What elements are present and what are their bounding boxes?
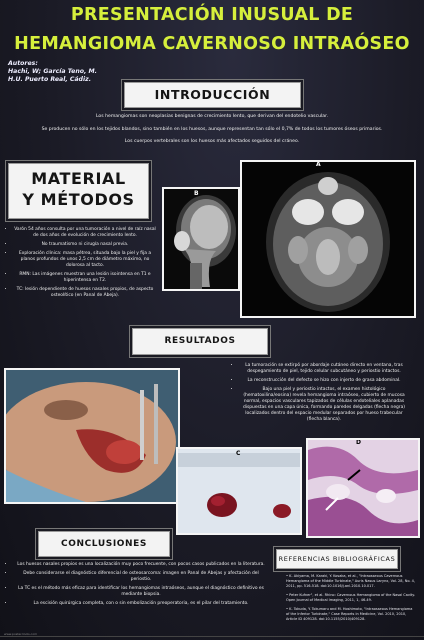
conclusiones-item: • Los huesos nasales propios es una localización muy poco frecuente, con pocos casos publicados en la literatura. bbox=[14, 562, 268, 568]
specimen-photo bbox=[176, 447, 302, 535]
mri-sagittal-image bbox=[162, 187, 240, 291]
resultados-item: • La tumoración se extirpó por abordaje cutáneo directo en ventana, tras despegamiento de piel, tejido celular subcutáneo y periostio intactos. bbox=[240, 363, 408, 375]
resultados-list bbox=[232, 363, 408, 426]
resultados-item: • La reconstrucción del defecto se hizo con injerto de grasa abdominal. bbox=[240, 378, 408, 384]
authors-names: Hachi, W; García Teno, M. bbox=[8, 68, 98, 75]
histology-photo bbox=[306, 438, 420, 538]
footer-divider bbox=[0, 636, 424, 637]
conclusiones-item: • La escisión quirúrgica completa, con o sin embolización preoperatoria, es el pilar del tratamiento. bbox=[14, 601, 268, 607]
metodos-heading-line1: MATERIAL bbox=[31, 169, 126, 188]
metodos-list bbox=[6, 227, 156, 302]
conclusiones-heading: CONCLUSIONES bbox=[38, 531, 170, 557]
metodos-item: • RMN: Las imágenes muestran una lesión isointensa en T1 e hiperintensa en T2. bbox=[14, 272, 156, 284]
surgery-photo bbox=[4, 368, 180, 504]
poster-title-line2: HEMANGIOMA CAVERNOSO INTRAÓSEO bbox=[14, 34, 410, 54]
reference-item: • K. Akiyama, M. Karaki, Y. Kosaka, et al., "Intraosseous Cavernous Hemangioma of the Middle Turbinate," Auris Nasus Larynx, Vol. 28, No. 4, 2011, pp. 516-518. doi:10.1016/j.anl.2010.10.017. bbox=[286, 574, 415, 588]
metodos-heading-line2: Y MÉTODOS bbox=[22, 190, 135, 209]
intro-paragraph-1: Los hemangiomas son neoplasias benignas de crecimiento lento, que derivan del endotelio vascular. bbox=[95, 114, 329, 119]
introduccion-heading: INTRODUCCIÓN bbox=[124, 82, 301, 108]
metodos-item: • Varón 54 años consulta por una tumoración a nivel de raíz nasal de dos años de evolución de crecimiento lento. bbox=[14, 227, 156, 239]
label-a: A bbox=[316, 161, 321, 168]
intro-paragraph-2: Se producen no sólo en los tejidos blandos, sino también en los huesos, aunque representan tan sólo el 0,7% de todos los tumores óseos primarios. bbox=[41, 127, 383, 132]
mri-axial-image bbox=[240, 160, 416, 318]
authors-institution: H.U. Puerto Real, Cádiz. bbox=[8, 76, 92, 83]
conclusiones-list bbox=[6, 562, 268, 610]
metodos-item: • No traumatismo ni cirugía nasal previa. bbox=[14, 242, 156, 248]
poster-title-line1: PRESENTACIÓN INUSUAL DE bbox=[70, 5, 354, 25]
resultados-item: • Bajo una piel y periostio intactos, el examen histológico (hematoxilina/eosina) revela hemangioma intraóseo, cubierto de mucosa normal, espacios vasculares tapizados de células endoteliales aplanadas dispuestas en una capa única, formando paredes delgadas (flecha negra) localizados dentro del espacio medular separados por hueso trabecular (flecha blanca). bbox=[240, 387, 408, 423]
footer-credit: www.poster-tools.com bbox=[4, 632, 38, 636]
resultados-heading: RESULTADOS bbox=[132, 328, 268, 355]
metodos-heading bbox=[8, 163, 149, 219]
reference-item: • Peter Kufner", et al. Rhino: Cavernous Hemangioma of the Nasal Cavity. Open Journal of Medical Imaging, 2011, 1, 46-49. bbox=[286, 593, 415, 602]
referencias-heading: REFERENCIAS BIBLIOGRÁFICAS bbox=[276, 549, 398, 569]
conclusiones-item: • La TC es el método más eficaz para identificar los hemangiomas intraóseos, aunque el diagnóstico definitivo es mediante biopsia. bbox=[14, 586, 268, 598]
intro-paragraph-3: Los cuerpos vertebrales son los huesos más afectados seguidos del cráneo. bbox=[124, 139, 300, 144]
metodos-item: • TC: lesión dependiente de huesos nasales propios, de aspecto osteolítico (en Panal de Abeja). bbox=[14, 287, 156, 299]
label-d: D bbox=[356, 439, 361, 446]
authors-heading: Autores: bbox=[8, 60, 38, 67]
reference-item: • K. Tokuda, Y. Tokumaru and M. Hoshimoto, "Intraosseous Hemangioma of the Inferior Turbinate," Case Reports in Medicine, Vol. 2010, 2010, Article ID 409128. doi:10.1155/2010/409128. bbox=[286, 607, 413, 621]
authors-block bbox=[8, 60, 97, 84]
referencias-list bbox=[286, 574, 416, 626]
conclusiones-item: • Debe considerarse el diagnóstico diferencial de osteosarcoma: imagen en Panal de Abejas y afectación del periostio. bbox=[14, 571, 268, 583]
label-b: B bbox=[194, 190, 199, 197]
metodos-item: • Exploración clínica: masa pétrea, situada bajo la piel y fija a planos profundos de unos 2,5 cm de diámetro máximo, no dolorosa al tacto. bbox=[14, 251, 156, 269]
label-c: C bbox=[236, 450, 241, 457]
